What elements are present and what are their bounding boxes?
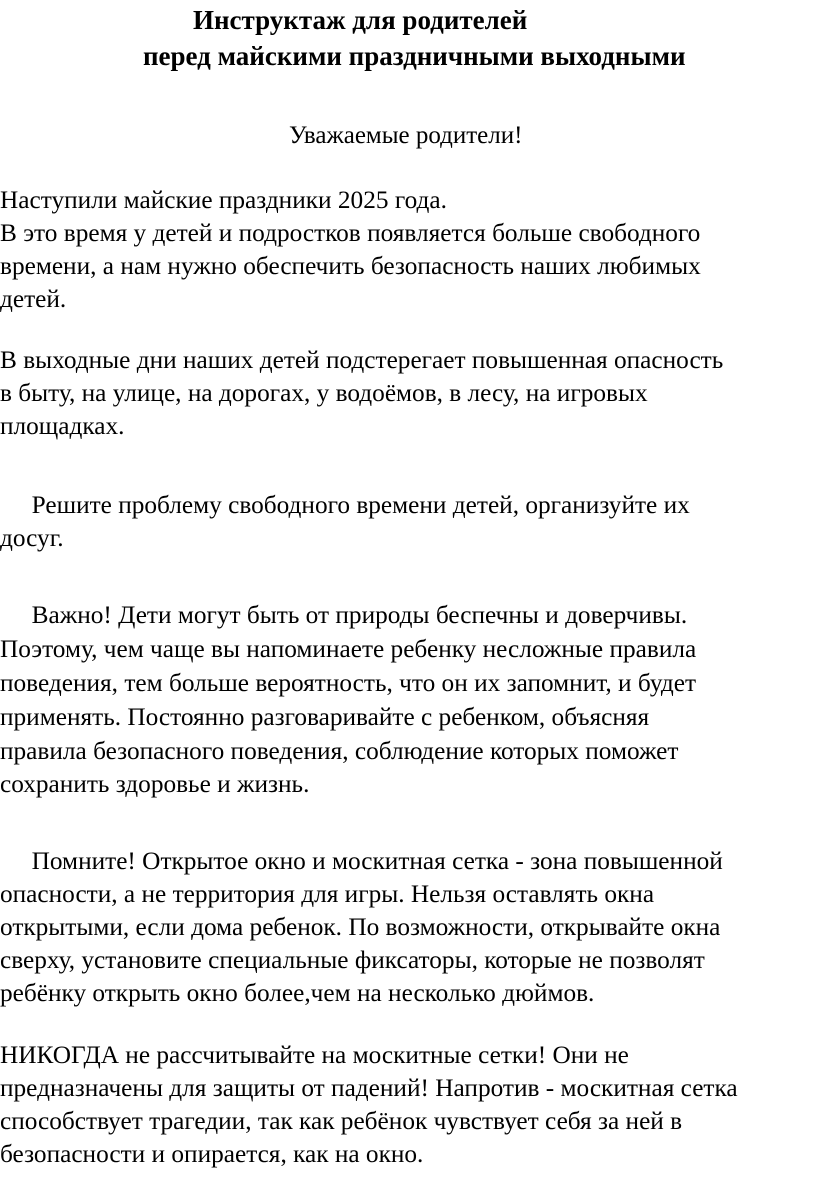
text-line: опасности, а не территория для игры. Нельзя оставлять окна	[0, 880, 655, 908]
text-line: предназначены для защиты от падений! Напротив - москитная сетка	[0, 1074, 738, 1102]
text-line: Наступили майские праздники 2025 года.	[0, 186, 447, 214]
text-line: детей.	[0, 285, 67, 313]
text-line: Важно! Дети могут быть от природы беспечны и доверчивы.	[0, 601, 688, 629]
text-line: площадках.	[0, 412, 125, 440]
text-line: НИКОГДА не рассчитывайте на москитные сетки! Они не	[0, 1041, 629, 1069]
text-line: правила безопасного поведения, соблюдение которых поможет	[0, 737, 679, 765]
text-line: досуг.	[0, 524, 64, 552]
text-line: сохранить здоровье и жизнь.	[0, 770, 310, 798]
text-line: ребёнку открыть окно более,чем на несколько дюймов.	[0, 979, 595, 1007]
document-title-line-1: Инструктаж для родителей	[193, 5, 528, 35]
text-line: применять. Постоянно разговаривайте с ребенком, объясняя	[0, 703, 650, 731]
text-line: в быту, на улице, на дорогах, у водоёмов, в лесу, на игровых	[0, 379, 648, 407]
greeting: Уважаемые родители!	[289, 122, 523, 149]
text-line: сверху, установите специальные фиксаторы, которые не позволят	[0, 946, 705, 974]
text-line: способствует трагедии, так как ребёнок чувствует себя за ней в	[0, 1107, 683, 1135]
text-line: В выходные дни наших детей подстерегает повышенная опасность	[0, 346, 724, 374]
text-line: поведения, тем больше вероятность, что он их запомнит, и будет	[0, 669, 697, 697]
text-line: В это время у детей и подростков появляется больше свободного	[0, 219, 701, 247]
text-line: времени, а нам нужно обеспечить безопасность наших любимых	[0, 252, 701, 280]
text-line: Помните! Открытое окно и москитная сетка - зона повышенной	[0, 847, 723, 875]
text-line: безопасности и опирается, как на окно.	[0, 1140, 424, 1168]
text-line: Решите проблему свободного времени детей, организуйте их	[0, 491, 690, 519]
document-title-line-2: перед майскими праздничными выходными	[143, 41, 686, 71]
text-line: открытыми, если дома ребенок. По возможности, открывайте окна	[0, 913, 721, 941]
text-line: Поэтому, чем чаще вы напоминаете ребенку несложные правила	[0, 635, 697, 663]
